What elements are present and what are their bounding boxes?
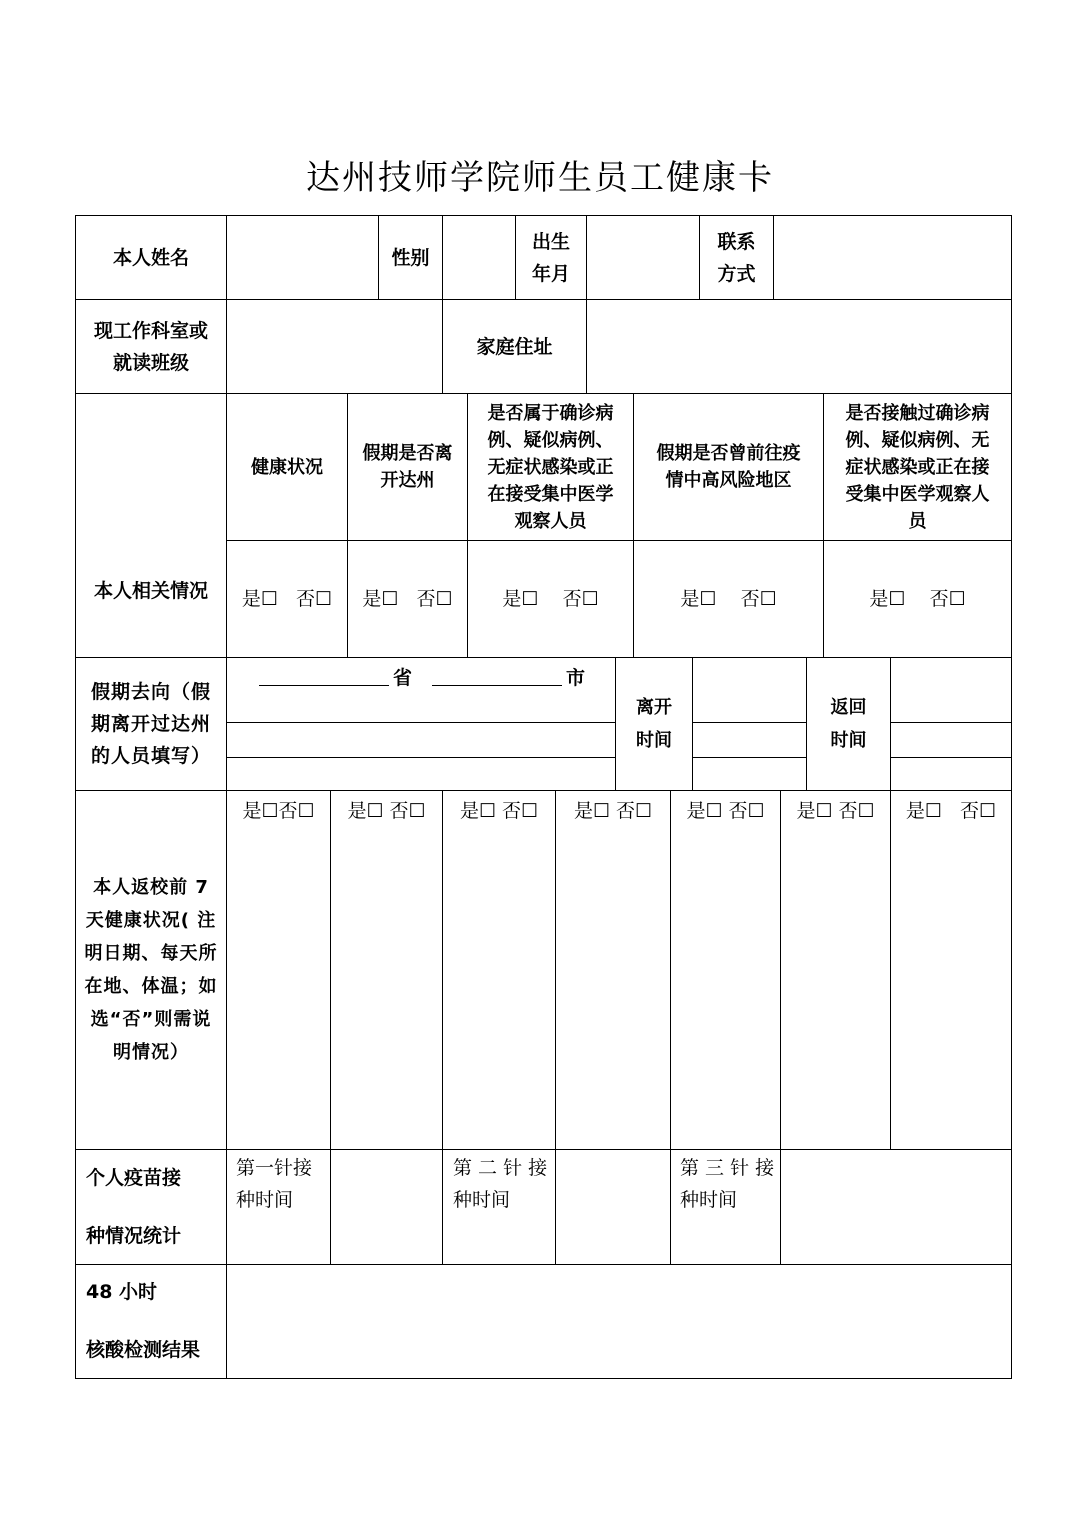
day-4-yes-no[interactable]: 是☐ 否☐ [573, 800, 653, 822]
return-time-field[interactable] [891, 658, 1011, 722]
gender-label: 性别 [391, 246, 430, 269]
gender-field[interactable] [443, 216, 515, 299]
risk-area-yes-no[interactable]: 是☐ 否☐ [680, 588, 777, 610]
col-divider [670, 790, 671, 1149]
health-yes-no[interactable]: 是☐ 否☐ [241, 588, 333, 610]
return-time-label: 返回 时间 [830, 697, 867, 751]
health-question: 健康状况 [251, 456, 323, 478]
table-border-bottom [75, 1378, 1012, 1379]
address-label: 家庭住址 [476, 335, 553, 358]
seven-day-health-label: 本人返校前 7 天健康状况( 注 明日期、每天所 在地、体温；如 选“否”则需说 明情况） [84, 877, 218, 1063]
status-label-text: 本人相关情况 [93, 579, 208, 602]
nucleic-test-label: 48 小时 核酸检测结果 [86, 1281, 201, 1361]
vaccine-label: 个人疫苗接 种情况统计 [86, 1166, 182, 1247]
name-field[interactable] [227, 216, 378, 299]
dose-3-field[interactable] [781, 1150, 1011, 1264]
leave-time-field[interactable] [693, 658, 806, 722]
table-border-right [1011, 215, 1012, 1379]
dose-1-label: 第一针接 种时间 [236, 1157, 313, 1211]
col-divider [442, 790, 443, 1149]
dose-2-label: 第 二 针 接 种时间 [453, 1157, 548, 1211]
left-dazhou-question: 假期是否离 开达州 [362, 443, 453, 491]
dept-label: 现工作科室或 就读班级 [93, 319, 208, 374]
city-blank[interactable] [432, 671, 562, 686]
row-divider [890, 757, 1012, 758]
row-divider [692, 757, 806, 758]
risk-area-question: 假期是否曾前往疫 情中高风险地区 [656, 443, 801, 491]
destination-label: 假期去向（假 期离开过达州 的人员填写） [90, 681, 211, 767]
province-label: 省 [393, 667, 413, 689]
destination-field[interactable] [227, 658, 615, 698]
page-title: 达州技师学院师生员工健康卡 [306, 158, 774, 198]
day-7-yes-no[interactable]: 是☐ 否☐ [905, 800, 997, 822]
col-divider [330, 790, 331, 1149]
day-6-yes-no[interactable]: 是☐ 否☐ [796, 800, 875, 822]
nucleic-test-field[interactable] [227, 1265, 1011, 1378]
day-3-yes-no[interactable]: 是☐ 否☐ [459, 800, 539, 822]
col-divider [555, 790, 556, 1149]
city-label: 市 [566, 667, 586, 689]
address-field[interactable] [587, 300, 1011, 393]
contact-case-question: 是否接触过确诊病 例、疑似病例、无 症状感染或正在接 受集中医学观察人 员 [845, 402, 990, 532]
left-dazhou-yes-no[interactable]: 是☐ 否☐ [362, 588, 453, 610]
confirmed-case-yes-no[interactable]: 是☐ 否☐ [502, 588, 599, 610]
row-divider [226, 722, 615, 723]
status-label [76, 394, 226, 657]
row-divider [226, 757, 615, 758]
dose-1-field[interactable] [331, 1150, 442, 1264]
name-label: 本人姓名 [112, 246, 189, 269]
confirmed-case-question: 是否属于确诊病 例、疑似病例、 无症状感染或正 在接受集中医学 观察人员 [487, 402, 614, 532]
contact-field[interactable] [774, 216, 1011, 299]
birth-field[interactable] [587, 216, 699, 299]
col-divider [890, 790, 891, 1149]
dept-field[interactable] [227, 300, 442, 393]
row-divider [692, 722, 806, 723]
day-5-yes-no[interactable]: 是☐ 否☐ [686, 800, 765, 822]
leave-time-label: 离开 时间 [636, 697, 672, 751]
province-blank[interactable] [259, 671, 389, 686]
dose-2-field[interactable] [556, 1150, 670, 1264]
col-divider [780, 790, 781, 1149]
day-2-yes-no[interactable]: 是☐ 否☐ [347, 800, 426, 822]
birth-label: 出生 年月 [531, 230, 570, 285]
dose-3-label: 第 三 针 接 种时间 [680, 1157, 775, 1211]
contact-label: 联系 方式 [717, 230, 756, 285]
row-divider [890, 722, 1012, 723]
contact-case-yes-no[interactable]: 是☐ 否☐ [869, 588, 966, 610]
day-1-yes-no[interactable]: 是☐否☐ [242, 800, 315, 822]
